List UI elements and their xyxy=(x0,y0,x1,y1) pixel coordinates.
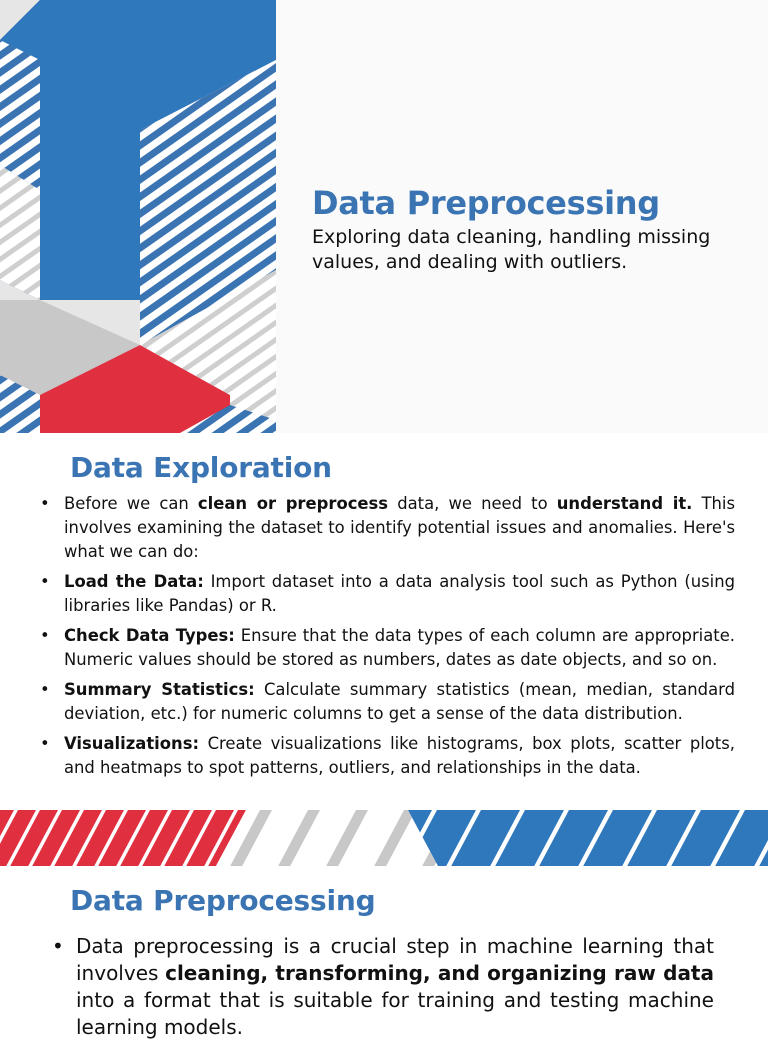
list-item-check-types xyxy=(40,624,735,672)
item-label: Check Data Types: xyxy=(64,626,235,645)
section-heading: Data Preprocessing xyxy=(70,884,376,917)
list-item xyxy=(52,933,714,1041)
bullet-bold: cleaning, transforming, and organizing raw data xyxy=(165,961,714,985)
title-slide xyxy=(0,0,768,433)
item-label: Summary Statistics: xyxy=(64,680,255,699)
intro-text-mid: data, we need to xyxy=(388,494,557,513)
slide-title: Data Preprocessing xyxy=(312,184,660,222)
item-text: Ensure that the data types of each column are appropriate. Numeric values should be stored as numbers, dates as date objects, and so on. xyxy=(64,626,735,669)
item-label: Load the Data: xyxy=(64,572,204,591)
list-item-summary-stats xyxy=(40,678,735,726)
item-text: Calculate summary statistics (mean, median, standard deviation, etc.) for numeric columns to get a sense of the data distribution. xyxy=(64,680,735,723)
item-text: Create visualizations like histograms, box plots, scatter plots, and heatmaps to spot patterns, outliers, and relationships in the data. xyxy=(64,734,735,777)
item-text: Import dataset into a data analysis tool such as Python (using libraries like Pandas) or R. xyxy=(64,572,735,615)
data-preprocessing-slide xyxy=(0,866,768,1039)
list-item-visualizations xyxy=(40,732,735,780)
list-item-intro xyxy=(40,492,735,564)
item-label: Visualizations: xyxy=(64,734,200,753)
list-item-load-data xyxy=(40,570,735,618)
intro-bold-1: clean or preprocess xyxy=(197,494,389,513)
intro-bold-2: understand it. xyxy=(556,494,693,513)
bullet-text-pre: Data preprocessing is a crucial step in machine learning that involves xyxy=(76,934,714,985)
intro-text-post: This involves examining the dataset to identify potential issues and anomalies. Here's what we can do: xyxy=(64,494,736,561)
data-exploration-slide xyxy=(0,433,768,810)
bullet-text-post: into a format that is suitable for training and testing machine learning models. xyxy=(76,988,714,1039)
bullet-list xyxy=(40,492,735,786)
bullet-list xyxy=(52,933,714,1041)
slide-subtitle: Exploring data cleaning, handling missing values, and dealing with outliers. xyxy=(312,226,711,273)
section-heading: Data Exploration xyxy=(70,451,332,484)
geometric-decoration xyxy=(0,0,276,433)
decorative-divider-band xyxy=(0,810,768,866)
intro-text-pre: Before we can xyxy=(64,494,198,513)
